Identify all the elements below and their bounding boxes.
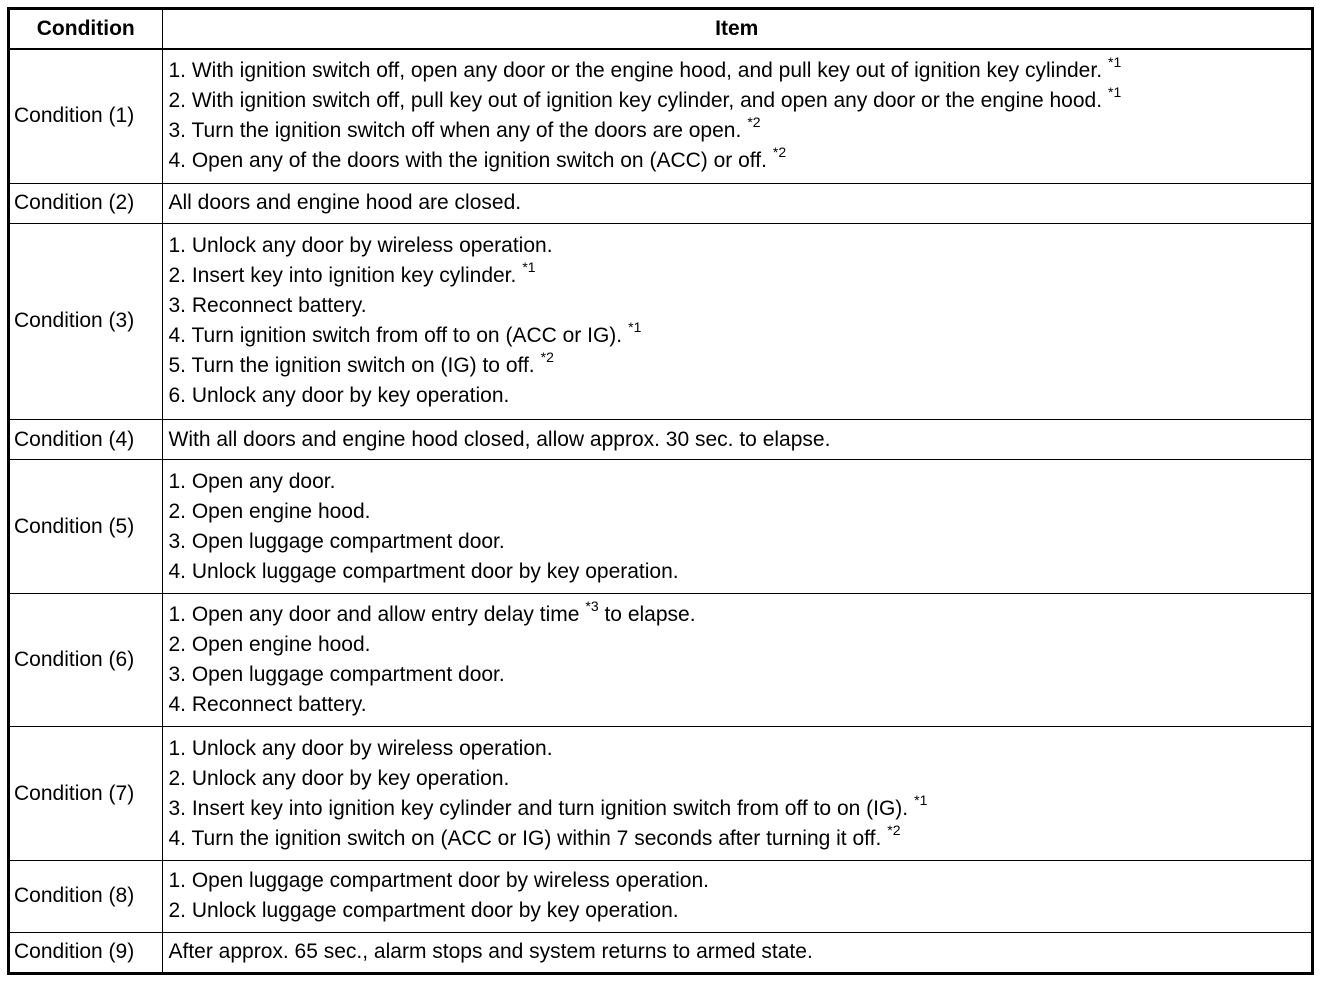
item-line xyxy=(169,56,1307,86)
item-text: 3. Reconnect battery. xyxy=(168,294,367,318)
item-text: With all doors and engine hood closed, allow approx. 30 sec. to elapse. xyxy=(168,427,831,451)
item-line xyxy=(169,231,1307,261)
item-text: 1. With ignition switch off, open any door or the engine hood, and pull key out of ignition key cylinder. xyxy=(168,59,1103,83)
footnote-marker: *1 xyxy=(1108,84,1122,101)
item-text: 4. Open any of the doors with the ignition switch on (ACC) or off. xyxy=(168,149,767,173)
item-line xyxy=(168,791,1307,824)
table-row xyxy=(10,861,1311,932)
item-text: After approx. 65 sec., alarm stops and system returns to armed state. xyxy=(168,940,813,964)
item-text: 2. Open engine hood. xyxy=(168,633,371,657)
footnote-marker: *3 xyxy=(585,598,599,615)
item-cell xyxy=(162,419,1311,459)
item-text: 4. Turn the ignition switch on (ACC or IG) within 7 seconds after turning it off. xyxy=(168,826,882,850)
item-line xyxy=(169,425,1307,455)
item-text: 1. Unlock any door by wireless operation. xyxy=(168,234,553,258)
header-condition: Condition xyxy=(10,10,162,49)
table-row xyxy=(10,460,1311,594)
item-line xyxy=(169,351,1307,381)
item-cell xyxy=(162,49,1311,183)
footnote-marker: *1 xyxy=(628,319,642,336)
table-row xyxy=(10,419,1311,459)
item-text: 1. Unlock any door by wireless operation. xyxy=(168,736,553,760)
item-cell xyxy=(162,460,1311,594)
condition-table-frame xyxy=(7,7,1314,975)
item-line xyxy=(169,764,1307,794)
item-line xyxy=(169,630,1307,660)
table-row xyxy=(10,183,1311,223)
item-text-after: to elapse. xyxy=(598,603,696,627)
table-body xyxy=(10,49,1311,972)
item-line xyxy=(169,557,1307,587)
item-text: 4. Unlock luggage compartment door by key operation. xyxy=(168,559,679,583)
item-text: 3. Open luggage compartment door. xyxy=(168,663,505,687)
item-cell xyxy=(162,183,1311,223)
item-text: 2. Insert key into ignition key cylinder. xyxy=(168,264,517,288)
item-line xyxy=(169,467,1307,497)
footnote-marker: *1 xyxy=(1108,54,1122,71)
condition-cell: Condition (7) xyxy=(10,727,162,861)
condition-cell: Condition (8) xyxy=(10,861,162,932)
footnote-marker: *2 xyxy=(747,114,761,131)
item-line xyxy=(169,600,1307,630)
item-line xyxy=(169,497,1307,527)
condition-cell: Condition (1) xyxy=(10,49,162,183)
item-text: 1. Open luggage compartment door by wireless operation. xyxy=(168,869,709,893)
item-text: All doors and engine hood are closed. xyxy=(168,191,522,215)
item-cell xyxy=(162,224,1311,420)
item-line xyxy=(169,116,1307,146)
item-text: 3. Open luggage compartment door. xyxy=(168,529,505,553)
item-text: 1. Open any door and allow entry delay time xyxy=(168,603,580,627)
item-text: 3. Insert key into ignition key cylinder and turn ignition switch from off to on (IG). xyxy=(168,796,909,820)
condition-cell: Condition (2) xyxy=(10,183,162,223)
condition-cell: Condition (4) xyxy=(10,419,162,459)
item-text: 4. Turn ignition switch from off to on (ACC or IG). xyxy=(168,324,623,348)
item-text: 5. Turn the ignition switch on (IG) to off. xyxy=(168,354,535,378)
item-line xyxy=(169,527,1307,557)
item-text: 2. Unlock luggage compartment door by key operation. xyxy=(168,899,679,923)
condition-cell: Condition (9) xyxy=(10,932,162,972)
item-text: 1. Open any door. xyxy=(168,469,336,493)
item-text: 6. Unlock any door by key operation. xyxy=(168,384,510,408)
item-line xyxy=(169,896,1307,926)
item-text: 4. Reconnect battery. xyxy=(168,693,367,717)
item-text: 2. With ignition switch off, pull key out of ignition key cylinder, and open any door or the engine hood. xyxy=(168,89,1103,113)
table-row xyxy=(10,49,1311,183)
condition-cell: Condition (5) xyxy=(10,460,162,594)
item-line xyxy=(169,734,1307,764)
item-line xyxy=(169,690,1307,720)
item-cell xyxy=(162,593,1311,727)
table-row xyxy=(10,224,1311,420)
item-line xyxy=(169,188,1307,218)
footnote-marker: *2 xyxy=(887,821,901,838)
table-row xyxy=(10,593,1311,727)
condition-cell: Condition (6) xyxy=(10,593,162,727)
condition-table xyxy=(10,10,1311,972)
item-line xyxy=(169,261,1307,291)
item-cell xyxy=(162,727,1311,861)
item-line xyxy=(169,146,1307,176)
item-line xyxy=(169,321,1307,351)
item-cell xyxy=(162,932,1311,972)
footnote-marker: *1 xyxy=(522,259,536,276)
footnote-marker: *2 xyxy=(540,349,554,366)
table-header-row xyxy=(10,10,1311,49)
item-line xyxy=(169,291,1307,321)
table-row xyxy=(10,932,1311,972)
item-text: 2. Unlock any door by key operation. xyxy=(168,766,510,790)
item-cell xyxy=(162,861,1311,932)
header-item: Item xyxy=(162,10,1311,49)
item-line xyxy=(169,86,1307,116)
condition-cell: Condition (3) xyxy=(10,224,162,420)
item-line xyxy=(169,937,1307,967)
item-text: 3. Turn the ignition switch off when any of the doors are open. xyxy=(168,119,742,143)
item-line xyxy=(169,660,1307,690)
footnote-marker: *2 xyxy=(772,144,787,161)
item-line xyxy=(168,821,1307,854)
footnote-marker: *1 xyxy=(914,791,928,808)
table-row xyxy=(10,727,1311,861)
item-line xyxy=(169,381,1307,411)
item-line xyxy=(169,866,1307,896)
item-text: 2. Open engine hood. xyxy=(168,499,371,523)
